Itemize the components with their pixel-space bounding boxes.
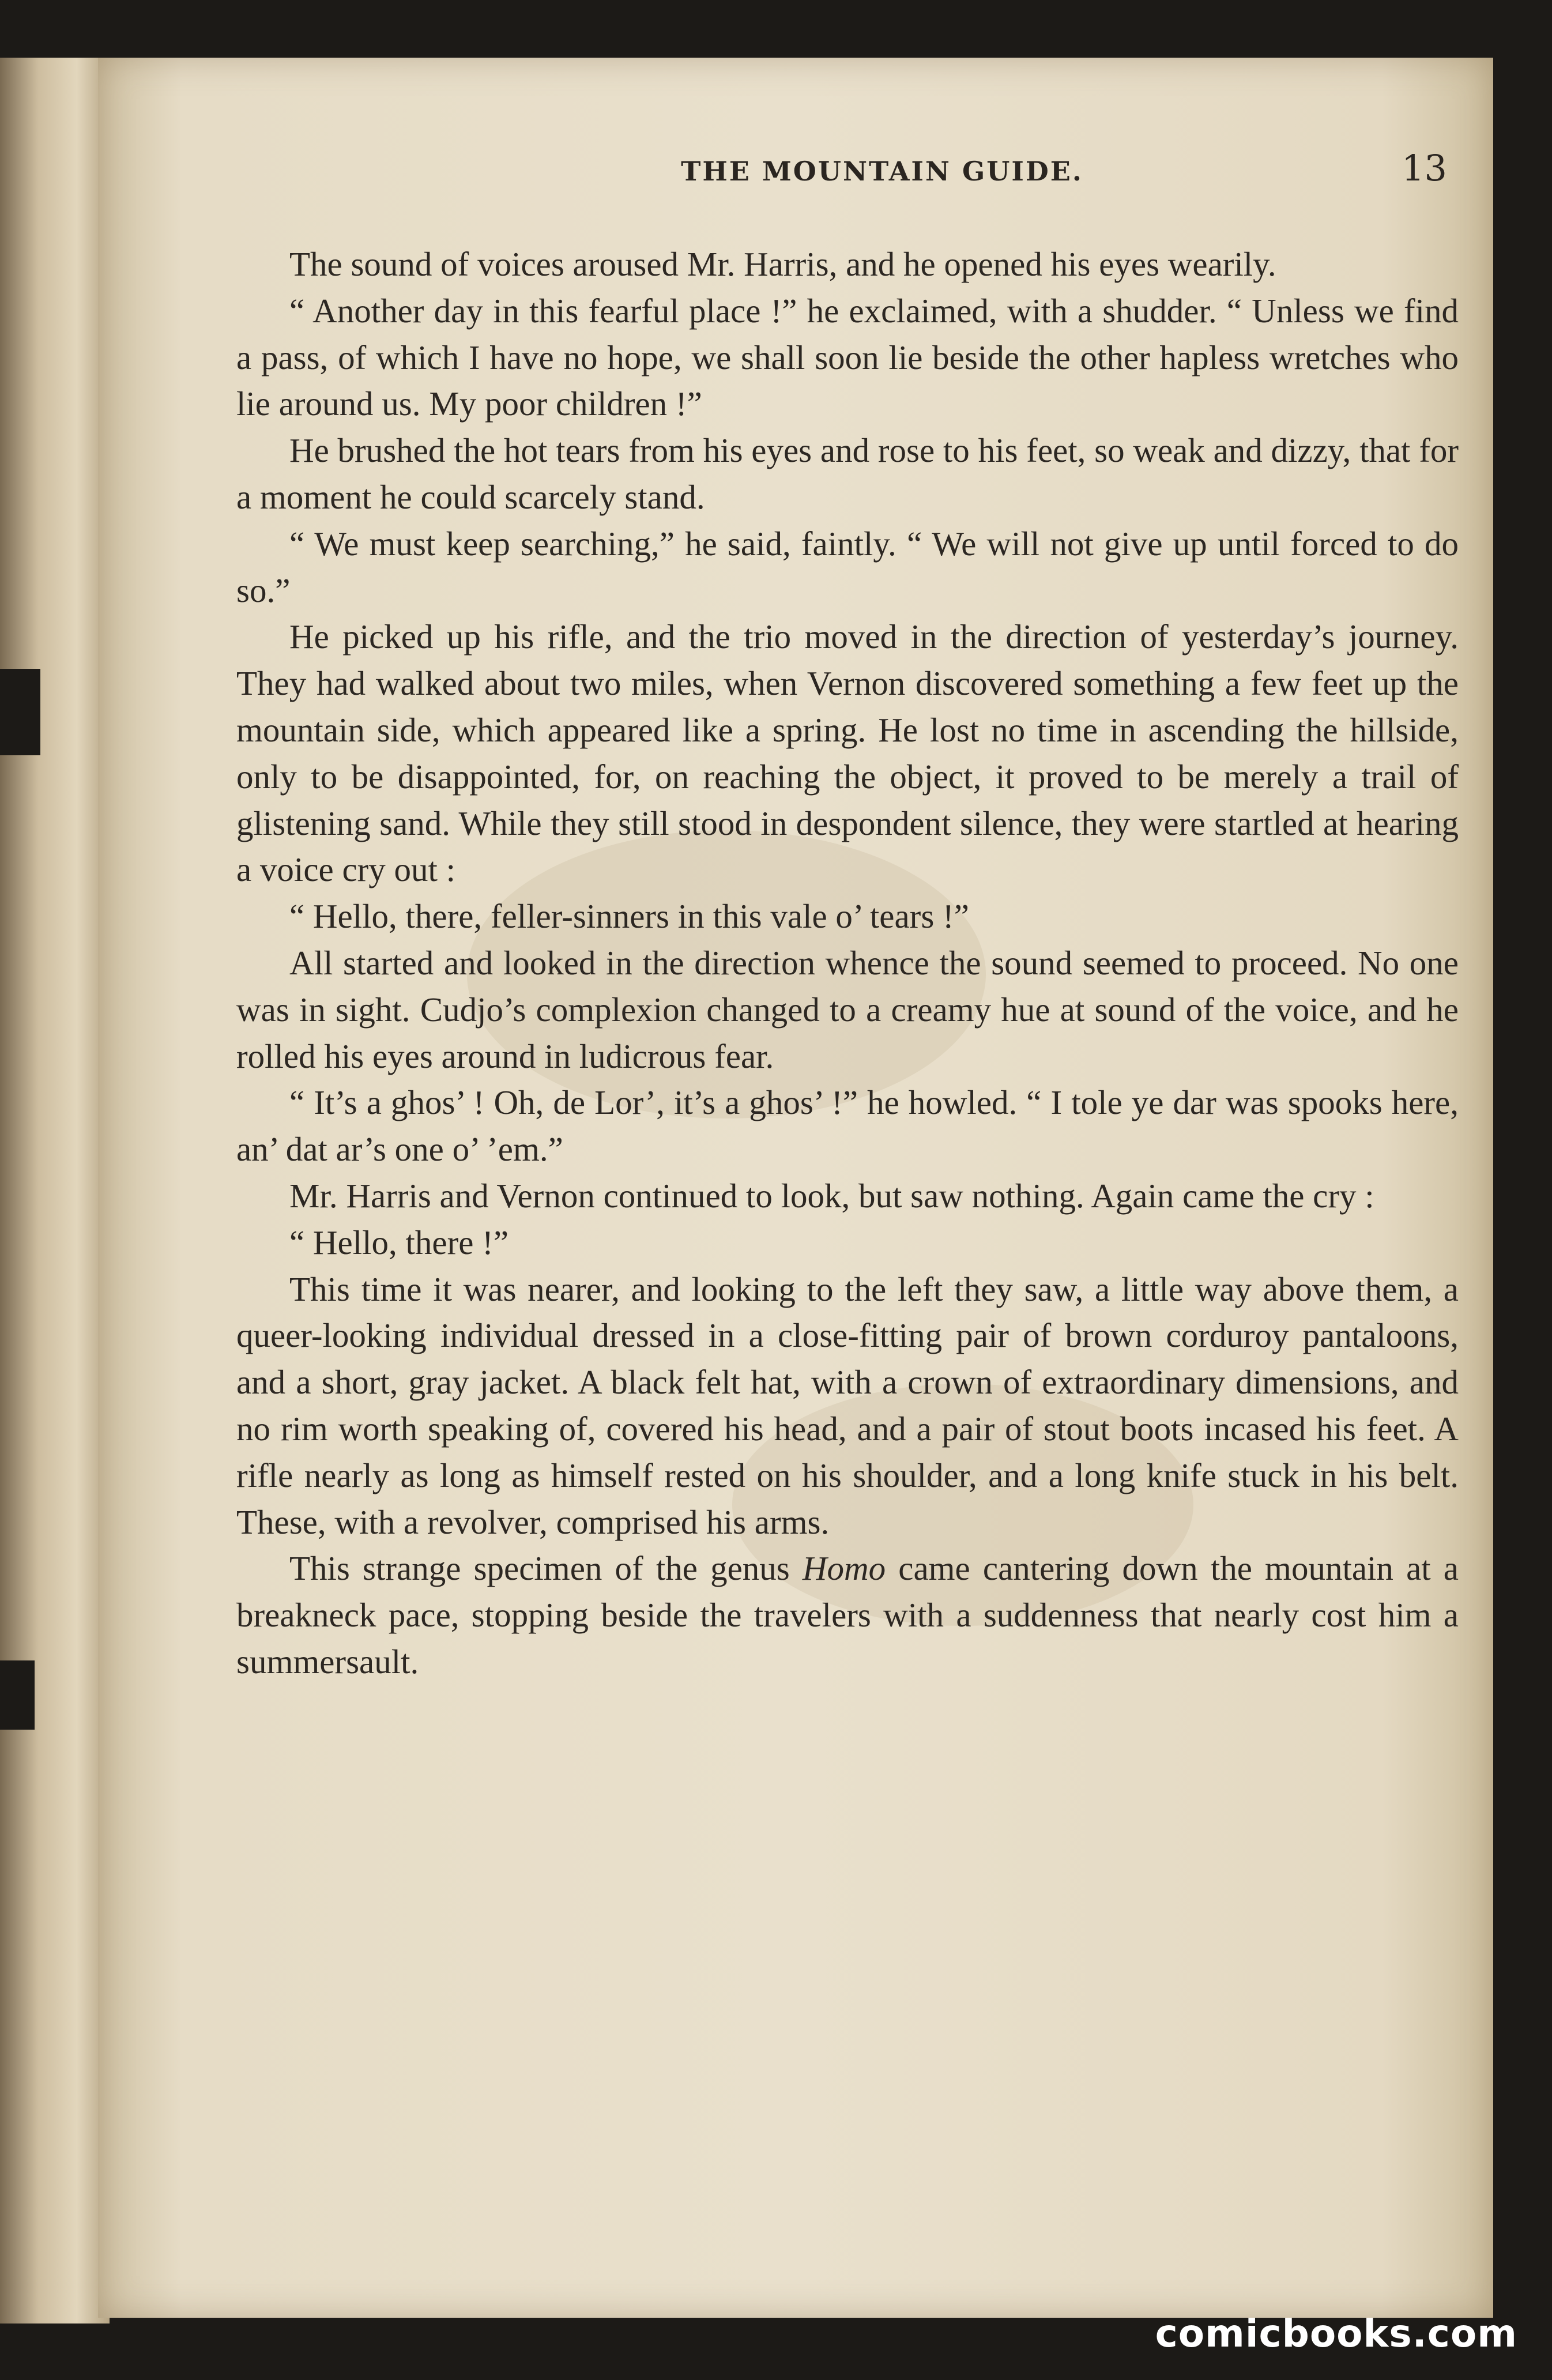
paragraph — [236, 1545, 1459, 1685]
paragraph: “ We must keep searching,” he said, faintly. “ We will not give up until forced to do so.” — [236, 524, 1459, 609]
watermark: comicbooks.com — [1155, 2311, 1517, 2356]
paragraph: Mr. Harris and Vernon continued to look, but saw nothing. Again came the cry : — [289, 1176, 1374, 1215]
book-gutter — [0, 58, 110, 2323]
page-tear-upper — [0, 669, 40, 755]
paragraph: “ Another day in this fearful place !” he exclaimed, with a shudder. “ Unless we find a pass, of which I have no hope, we shall soon lie beside the other hapless wretches who lie around us. My poor children !” — [236, 291, 1459, 423]
paragraph-text: This strange specimen of the genus — [289, 1549, 803, 1588]
paragraph: He brushed the hot tears from his eyes and rose to his feet, so weak and dizzy, that for a moment he could scarcely stand. — [236, 431, 1459, 516]
paragraph: He picked up his rifle, and the trio moved in the direction of yesterday’s journey. They had walked about two miles, when Vernon discovered something a few feet up the mountain side, which appeared like a spring. He lost no time in ascending the hillside, only to be disappointed, for, on reaching the object, it proved to be merely a trail of glistening sand. While they still stood in despondent silence, they were startled at hearing a voice cry out : — [236, 617, 1459, 889]
page-tear-lower — [0, 1660, 35, 1730]
paragraph: This time it was nearer, and looking to the left they saw, a little way above them, a queer-looking individual dressed in a close-fitting pair of brown corduroy pantaloons, and a short, gray jacket. A black felt hat, with a crown of extraordinary dimensions, and no rim worth speaking of, covered his head, and a pair of stout boots incased his feet. A rifle nearly as long as himself rested on his shoulder, and a long knife stuck in his belt. These, with a revolver, comprised his arms. — [236, 1270, 1459, 1541]
paragraph: All started and looked in the direction whence the sound seemed to proceed. No one was in sight. Cudjo’s complexion changed to a creamy hue at sound of the voice, and he rolled his eyes around in ludicrous fear. — [236, 943, 1459, 1075]
paragraph: The sound of voices aroused Mr. Harris, and he opened his eyes wearily. — [289, 245, 1276, 283]
running-head: THE MOUNTAIN GUIDE. — [681, 156, 1083, 187]
italic-term: Homo — [802, 1549, 886, 1588]
body-text — [236, 241, 1459, 1685]
paragraph-text: came cantering down the mountain at a breakneck pace, stopping beside the travelers with a suddenness that nearly cost him a summersault. — [236, 1549, 1459, 1681]
paragraph: “ Hello, there !” — [289, 1223, 509, 1261]
paragraph: “ Hello, there, feller-sinners in this vale o’ tears !” — [289, 897, 969, 936]
paragraph: “ It’s a ghos’ ! Oh, de Lor’, it’s a ghos’ !” he howled. “ I tole ye dar was spooks here, an’ dat ar’s one o’ ’em.” — [236, 1083, 1459, 1169]
page-number: 13 — [1402, 147, 1447, 189]
book-page — [98, 58, 1493, 2318]
